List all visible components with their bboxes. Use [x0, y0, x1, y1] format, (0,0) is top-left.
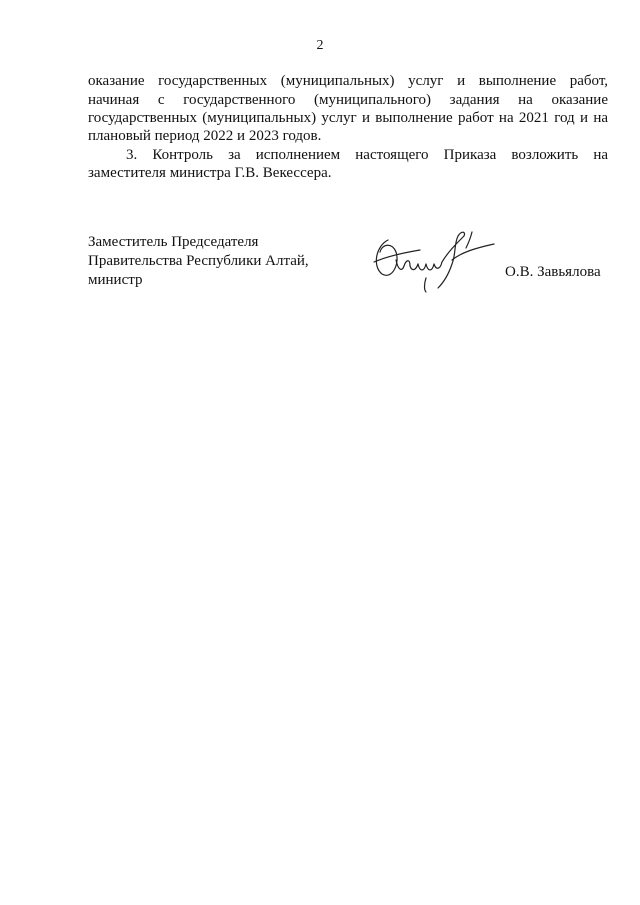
body-line-1: оказание государственных (муниципальных) услуг и выполнение работ, — [88, 73, 608, 89]
body-line-3: государственных (муниципальных) услуг и выполнение работ на 2021 год и на — [88, 110, 608, 126]
signer-name: О.В. Завьялова — [505, 264, 601, 280]
position-line-1: Заместитель Председателя — [88, 234, 259, 250]
paragraph-3-line-2: заместителя министра Г.В. Векессера. — [88, 165, 332, 181]
position-line-2: Правительства Республики Алтай, — [88, 253, 309, 269]
body-line-2: начиная с государственного (муниципального) задания на оказание — [88, 92, 608, 108]
body-line-4: плановый период 2022 и 2023 годов. — [88, 128, 322, 144]
paragraph-3-line-1: 3. Контроль за исполнением настоящего Приказа возложить на — [126, 147, 608, 163]
handwritten-signature — [368, 222, 498, 294]
page-number: 2 — [316, 38, 324, 53]
position-line-3: министр — [88, 272, 143, 288]
